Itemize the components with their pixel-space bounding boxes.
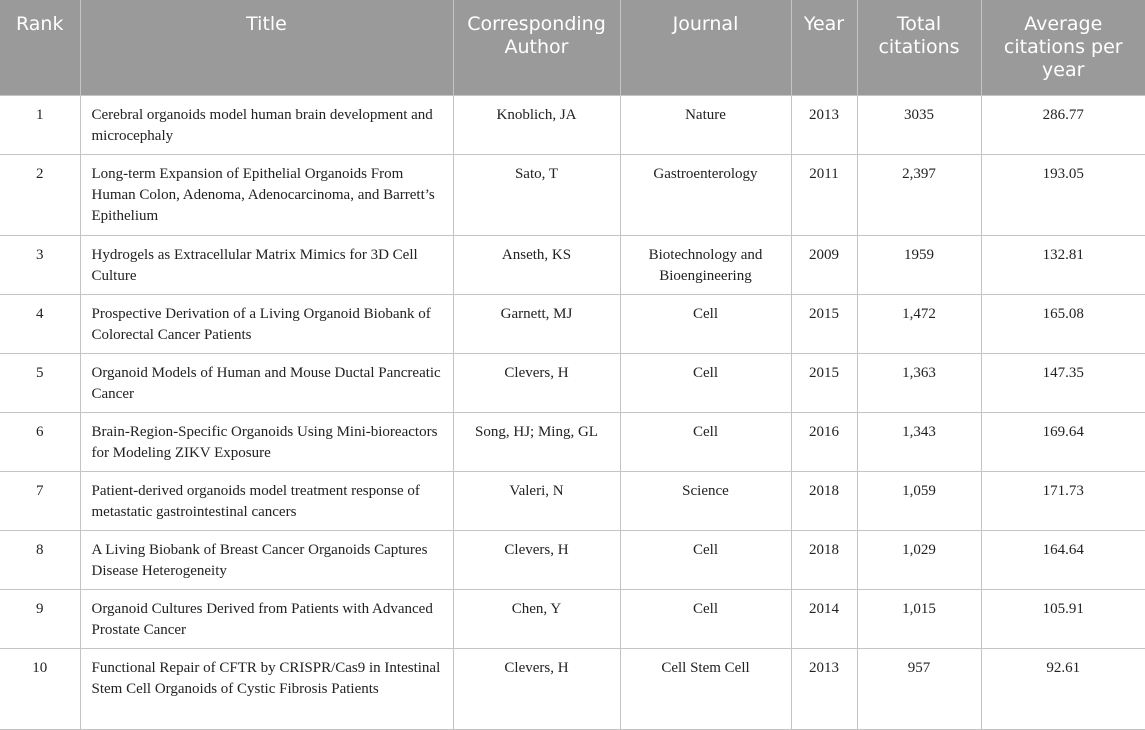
cell-total-citations: 1,343 xyxy=(857,412,981,471)
cell-total-citations: 1,363 xyxy=(857,353,981,412)
cell-average-citations: 147.35 xyxy=(981,353,1145,412)
cell-total-citations: 1,059 xyxy=(857,471,981,530)
table-row xyxy=(0,471,1145,530)
cell-author: Knoblich, JA xyxy=(453,95,620,154)
table-row xyxy=(0,154,1145,235)
cell-author: Clevers, H xyxy=(453,648,620,729)
cell-average-citations: 286.77 xyxy=(981,95,1145,154)
cell-average-citations: 169.64 xyxy=(981,412,1145,471)
table-header xyxy=(0,0,1145,95)
cell-author: Valeri, N xyxy=(453,471,620,530)
cell-total-citations: 1,472 xyxy=(857,294,981,353)
cell-year: 2016 xyxy=(791,412,857,471)
table-row xyxy=(0,95,1145,154)
cell-journal: Cell xyxy=(620,294,791,353)
cell-author: Clevers, H xyxy=(453,353,620,412)
cell-rank: 3 xyxy=(0,235,80,294)
cell-average-citations: 193.05 xyxy=(981,154,1145,235)
cell-average-citations: 164.64 xyxy=(981,530,1145,589)
header-total-citations: Total citations xyxy=(857,0,981,95)
cell-title: Hydrogels as Extracellular Matrix Mimics for 3D Cell Culture xyxy=(80,235,453,294)
cell-title: Patient-derived organoids model treatment response of metastatic gastrointestinal cancers xyxy=(80,471,453,530)
cell-rank: 2 xyxy=(0,154,80,235)
cell-total-citations: 957 xyxy=(857,648,981,729)
header-journal: Journal xyxy=(620,0,791,95)
cell-total-citations: 2,397 xyxy=(857,154,981,235)
cell-year: 2009 xyxy=(791,235,857,294)
cell-journal: Cell Stem Cell xyxy=(620,648,791,729)
cell-journal: Cell xyxy=(620,412,791,471)
table-body xyxy=(0,95,1145,729)
cell-rank: 7 xyxy=(0,471,80,530)
header-average-citations: Average citations per year xyxy=(981,0,1145,95)
cell-author: Song, HJ; Ming, GL xyxy=(453,412,620,471)
cell-total-citations: 1959 xyxy=(857,235,981,294)
cell-title: Organoid Cultures Derived from Patients with Advanced Prostate Cancer xyxy=(80,589,453,648)
cell-year: 2015 xyxy=(791,353,857,412)
cell-year: 2014 xyxy=(791,589,857,648)
cell-rank: 6 xyxy=(0,412,80,471)
cell-year: 2011 xyxy=(791,154,857,235)
cell-journal: Nature xyxy=(620,95,791,154)
header-rank: Rank xyxy=(0,0,80,95)
table-row xyxy=(0,648,1145,729)
cell-title: Organoid Models of Human and Mouse Ductal Pancreatic Cancer xyxy=(80,353,453,412)
cell-year: 2013 xyxy=(791,648,857,729)
cell-average-citations: 132.81 xyxy=(981,235,1145,294)
cell-author: Anseth, KS xyxy=(453,235,620,294)
cell-author: Chen, Y xyxy=(453,589,620,648)
cell-average-citations: 105.91 xyxy=(981,589,1145,648)
cell-average-citations: 171.73 xyxy=(981,471,1145,530)
cell-journal: Gastroenterology xyxy=(620,154,791,235)
cell-rank: 8 xyxy=(0,530,80,589)
cell-author: Sato, T xyxy=(453,154,620,235)
cell-journal: Cell xyxy=(620,353,791,412)
cell-author: Clevers, H xyxy=(453,530,620,589)
header-author: Corresponding Author xyxy=(453,0,620,95)
cell-journal: Biotechnology and Bioengineering xyxy=(620,235,791,294)
cell-average-citations: 165.08 xyxy=(981,294,1145,353)
cell-title: Functional Repair of CFTR by CRISPR/Cas9 in Intestinal Stem Cell Organoids of Cystic Fibrosis Patients xyxy=(80,648,453,729)
cell-year: 2018 xyxy=(791,471,857,530)
cell-rank: 9 xyxy=(0,589,80,648)
cell-rank: 5 xyxy=(0,353,80,412)
table-row xyxy=(0,235,1145,294)
table-row xyxy=(0,294,1145,353)
cell-author: Garnett, MJ xyxy=(453,294,620,353)
cell-rank: 1 xyxy=(0,95,80,154)
cell-journal: Cell xyxy=(620,530,791,589)
table-row xyxy=(0,353,1145,412)
header-year: Year xyxy=(791,0,857,95)
cell-total-citations: 1,015 xyxy=(857,589,981,648)
cell-total-citations: 3035 xyxy=(857,95,981,154)
cell-title: Brain-Region-Specific Organoids Using Mini-bioreactors for Modeling ZIKV Exposure xyxy=(80,412,453,471)
cell-year: 2018 xyxy=(791,530,857,589)
cell-title: Long-term Expansion of Epithelial Organoids From Human Colon, Adenoma, Adenocarcinoma, and Barrett’s Epithelium xyxy=(80,154,453,235)
header-row xyxy=(0,0,1145,95)
cell-year: 2013 xyxy=(791,95,857,154)
cell-journal: Science xyxy=(620,471,791,530)
cell-journal: Cell xyxy=(620,589,791,648)
cell-title: Prospective Derivation of a Living Organoid Biobank of Colorectal Cancer Patients xyxy=(80,294,453,353)
cell-title: A Living Biobank of Breast Cancer Organoids Captures Disease Heterogeneity xyxy=(80,530,453,589)
cell-total-citations: 1,029 xyxy=(857,530,981,589)
cell-year: 2015 xyxy=(791,294,857,353)
table-row xyxy=(0,412,1145,471)
cell-title: Cerebral organoids model human brain development and microcephaly xyxy=(80,95,453,154)
header-title: Title xyxy=(80,0,453,95)
cell-average-citations: 92.61 xyxy=(981,648,1145,729)
table-row xyxy=(0,530,1145,589)
cell-rank: 4 xyxy=(0,294,80,353)
table-row xyxy=(0,589,1145,648)
cell-rank: 10 xyxy=(0,648,80,729)
